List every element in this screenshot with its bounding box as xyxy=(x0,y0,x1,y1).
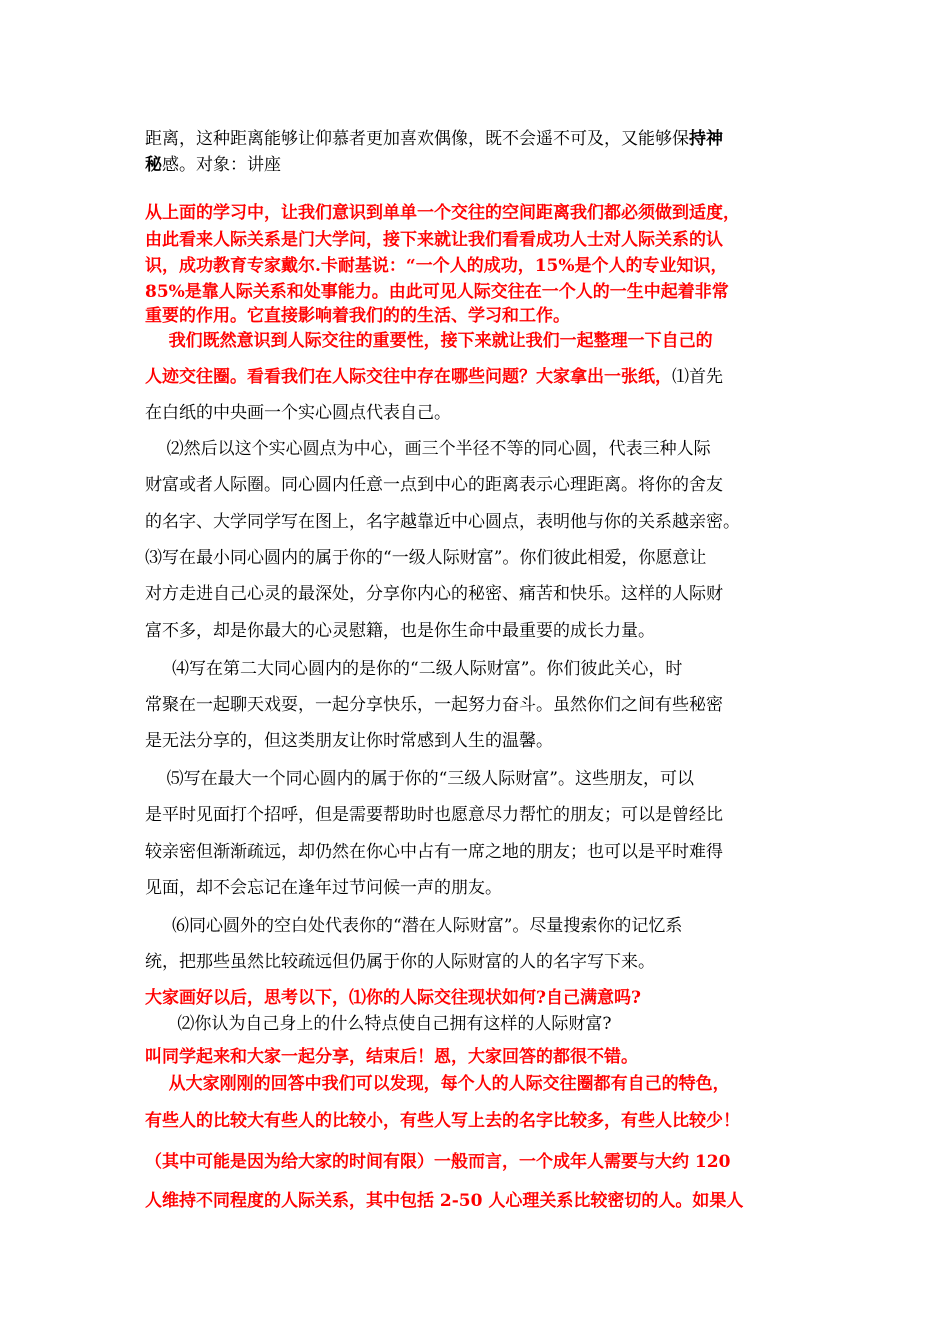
para2-line4: 85%是靠人际关系和处事能力。由此可见人际交往在一个人的一生中起着非常 xyxy=(145,282,729,302)
para2-line3: 识，成功教育专家戴尔.卡耐基说：“一个人的成功，15%是个人的专业知识， xyxy=(145,256,728,276)
para2-line1: 从上面的学习中，让我们意识到单单一个交往的空间距离我们都必须做到适度， xyxy=(145,203,740,223)
para6-line3: 较亲密但渐渐疏远，却仍然在你心中占有一席之地的朋友；也可以是平时难得 xyxy=(145,842,723,862)
para5-line3: 是无法分享的，但这类朋友让你时常感到人生的温馨。 xyxy=(145,731,553,751)
para1-line1: 距离，这种距离能够让仰慕者更加喜欢偶像，既不会遥不可及，又能够保持神 xyxy=(145,129,723,149)
para10-line1: 从大家刚刚的回答中我们可以发现，每个人的人际交往圈都有自己的特色， xyxy=(145,1074,730,1094)
para6-line4: 见面，却不会忘记在逢年过节问候一声的朋友。 xyxy=(145,878,502,898)
para4-line5: 对方走进自己心灵的最深处，分享你内心的秘密、痛苦和快乐。这样的人际财 xyxy=(145,584,723,604)
para1-line2: 秘感。对象：讲座 xyxy=(145,155,281,175)
para4-line6: 富不多，却是你最大的心灵慰籍，也是你生命中最重要的成长力量。 xyxy=(145,621,655,641)
para5-line2: 常聚在一起聊天戏耍，一起分享快乐，一起努力奋斗。虽然你们之间有些秘密 xyxy=(145,695,723,715)
para3-line3: 在白纸的中央画一个实心圆点代表自己。 xyxy=(145,403,451,423)
para4-line1: ⑵然后以这个实心圆点为中心，画三个半径不等的同心圆，代表三种人际 xyxy=(145,439,711,459)
para7-line2: 统，把那些虽然比较疏远但仍属于你的人际财富的人的名字写下来。 xyxy=(145,952,655,972)
para10-line4: 人维持不同程度的人际关系，其中包括 2-50 人心理关系比较密切的人。如果人 xyxy=(145,1191,744,1211)
para10-line2: 有些人的比较大有些人的比较小，有些人写上去的名字比较多，有些人比较少！ xyxy=(145,1111,740,1131)
para10-line3: （其中可能是因为给大家的时间有限）一般而言，一个成年人需要与大约 120 xyxy=(145,1152,731,1172)
para8-line1: 大家画好以后，思考以下，⑴你的人际交往现状如何?自己满意吗? xyxy=(145,988,641,1008)
para3-line2: 人迹交往圈。看看我们在人际交往中存在哪些问题？大家拿出一张纸，⑴首先 xyxy=(145,367,723,387)
para8-line2: ⑵你认为自己身上的什么特点使自己拥有这样的人际财富? xyxy=(145,1014,612,1034)
para3-line1: 我们既然意识到人际交往的重要性，接下来就让我们一起整理一下自己的 xyxy=(145,331,713,351)
para4-line2: 财富或者人际圈。同心圆内任意一点到中心的距离表示心理距离。将你的舍友 xyxy=(145,475,723,495)
para6-line1: ⑸写在最大一个同心圆内的属于你的“三级人际财富”。这些朋友，可以 xyxy=(145,769,694,789)
para2-line2: 由此看来人际关系是门大学问，接下来就让我们看看成功人士对人际关系的认 xyxy=(145,230,723,250)
para4-line3: 的名字、大学同学写在图上，名字越靠近中心圆点，表明他与你的关系越亲密。 xyxy=(145,512,740,532)
para4-line4: ⑶写在最小同心圆内的属于你的“一级人际财富”。你们彼此相爱，你愿意让 xyxy=(145,548,707,568)
para9: 叫同学起来和大家一起分享，结束后！恩，大家回答的都很不错。 xyxy=(145,1047,638,1067)
para2-line5: 重要的作用。它直接影响着我们的的生活、学习和工作。 xyxy=(145,306,570,326)
para5-line1: ⑷写在第二大同心圆内的是你的“二级人际财富”。你们彼此关心，时 xyxy=(145,659,683,679)
para6-line2: 是平时见面打个招呼，但是需要帮助时也愿意尽力帮忙的朋友；可以是曾经比 xyxy=(145,805,723,825)
para7-line1: ⑹同心圆外的空白处代表你的“潜在人际财富”。尽量搜索你的记忆系 xyxy=(145,916,683,936)
